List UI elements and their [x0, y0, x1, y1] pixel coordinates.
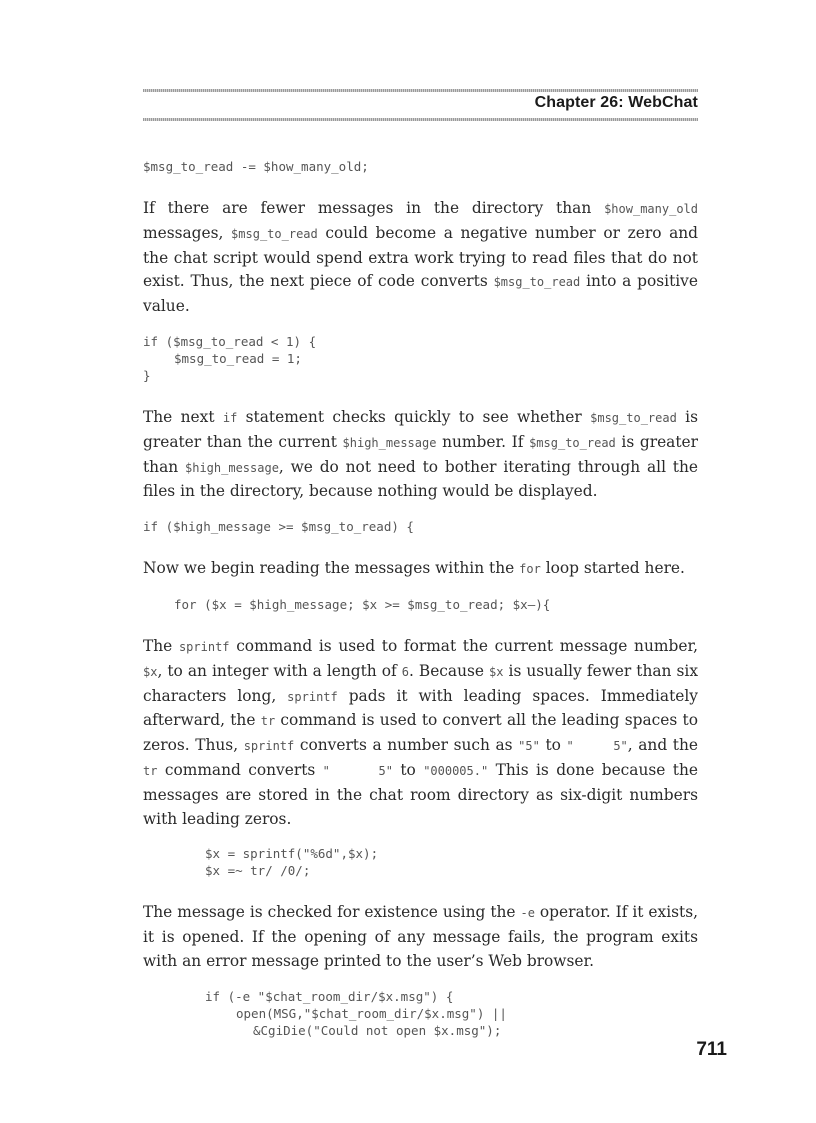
- code-line: if ($msg_to_read < 1) {: [143, 333, 317, 349]
- text-run: is greater than the current: [143, 407, 698, 451]
- text-run: loop started here.: [540, 559, 685, 578]
- inline-code: $msg_to_read: [493, 275, 581, 290]
- code-block-6: [143, 988, 698, 1039]
- code-line: if ($high_message >= $msg_to_read) {: [143, 519, 414, 535]
- text-run: is usually fewer than six characters long,: [143, 661, 698, 705]
- inline-code: for: [519, 562, 541, 577]
- code-block-4: [143, 596, 698, 613]
- inline-code: tr: [143, 763, 158, 778]
- code-line: open(MSG,"$chat_room_dir/$x.msg") ||: [236, 1005, 507, 1021]
- inline-code: "5": [518, 739, 540, 754]
- code-line: $msg_to_read -= $how_many_old;: [143, 159, 369, 174]
- running-header: Chapter 26: WebChat: [534, 94, 698, 111]
- text-run: Now we begin reading the messages within the: [143, 559, 520, 578]
- inline-code: " 5": [322, 763, 393, 778]
- text-run: If there are fewer messages in the directory than: [143, 199, 605, 217]
- inline-code: sprintf: [178, 639, 230, 654]
- inline-code: if: [222, 410, 238, 425]
- inline-code: tr: [260, 714, 276, 729]
- inline-code: $x: [489, 664, 504, 679]
- code-block-3: [143, 518, 698, 535]
- text-run: , to an integer with a length of: [157, 661, 402, 680]
- page-body: [143, 158, 698, 1039]
- code-line: $x =~ tr/ /0/;: [205, 863, 311, 879]
- text-run: The message is checked for existence using the: [143, 903, 521, 922]
- text-run: The: [143, 636, 179, 655]
- code-line: }: [143, 367, 151, 383]
- code-line: &CgiDie("Could not open $x.msg");: [253, 1022, 502, 1038]
- text-run: operator. If it exists, it is opened. If the opening of any message fails, the program exits with an error message printed to the user’s Web browser.: [143, 903, 698, 970]
- paragraph-4: [143, 635, 698, 831]
- paragraph-3: [143, 557, 698, 582]
- inline-code: " 5": [566, 739, 628, 754]
- text-run: number. If: [436, 432, 530, 451]
- code-line: $x = sprintf("%6d",$x);: [205, 846, 379, 862]
- code-line: for ($x = $high_message; $x >= $msg_to_read; $x–){: [174, 596, 551, 612]
- text-run: The next: [143, 407, 223, 426]
- text-run: , we do not need to bother iterating through all the files in the directory, because nothing would be displayed.: [143, 457, 699, 501]
- paragraph-5: [143, 901, 698, 973]
- paragraph-1: [143, 197, 698, 319]
- text-run: could become a negative number or zero and the chat script would spend extra work trying to read files that do not exist. Thus, the next piece of code converts: [143, 223, 699, 291]
- code-block-1: [143, 158, 698, 175]
- inline-code: $high_message: [342, 435, 437, 450]
- inline-code: "000005.": [423, 763, 489, 778]
- text-run: is greater than: [143, 432, 699, 476]
- text-run: to: [392, 760, 424, 779]
- inline-code: $x: [143, 664, 158, 679]
- text-run: . Because: [408, 661, 490, 680]
- code-block-5: [143, 845, 698, 879]
- inline-code: $msg_to_read: [590, 410, 677, 425]
- text-run: converts a number such as: [294, 736, 519, 755]
- text-run: command converts: [157, 760, 323, 779]
- inline-code: sprintf: [243, 739, 295, 754]
- text-run: , and the: [627, 736, 698, 755]
- text-run: into a positive value.: [143, 272, 698, 316]
- text-run: messages,: [143, 223, 232, 242]
- text-run: pads it with leading spaces. Immediately afterward, the: [143, 686, 698, 730]
- header-rule-bottom: [143, 118, 698, 121]
- inline-code: 6: [401, 664, 409, 679]
- inline-code: -e: [520, 906, 535, 921]
- code-block-2: [143, 333, 698, 384]
- inline-code: $how_many_old: [604, 202, 698, 216]
- text-run: to: [539, 736, 567, 755]
- inline-code: $msg_to_read: [231, 226, 318, 241]
- text-run: This is done because the messages are stored in the chat room directory as six-digit numbers with leading zeros.: [143, 760, 698, 828]
- text-run: command is used to convert all the leading spaces to zeros. Thus,: [143, 711, 698, 755]
- text-run: command is used to format the current message number,: [229, 636, 698, 655]
- page-number: 711: [696, 1039, 727, 1060]
- header-rule-top: [143, 89, 698, 92]
- inline-code: $high_message: [185, 460, 279, 475]
- paragraph-2: [143, 406, 698, 504]
- inline-code: $msg_to_read: [529, 435, 616, 450]
- code-line: $msg_to_read = 1;: [174, 350, 302, 366]
- inline-code: sprintf: [287, 689, 338, 704]
- text-run: statement checks quickly to see whether: [237, 407, 591, 426]
- code-line: if (-e "$chat_room_dir/$x.msg") {: [205, 988, 454, 1004]
